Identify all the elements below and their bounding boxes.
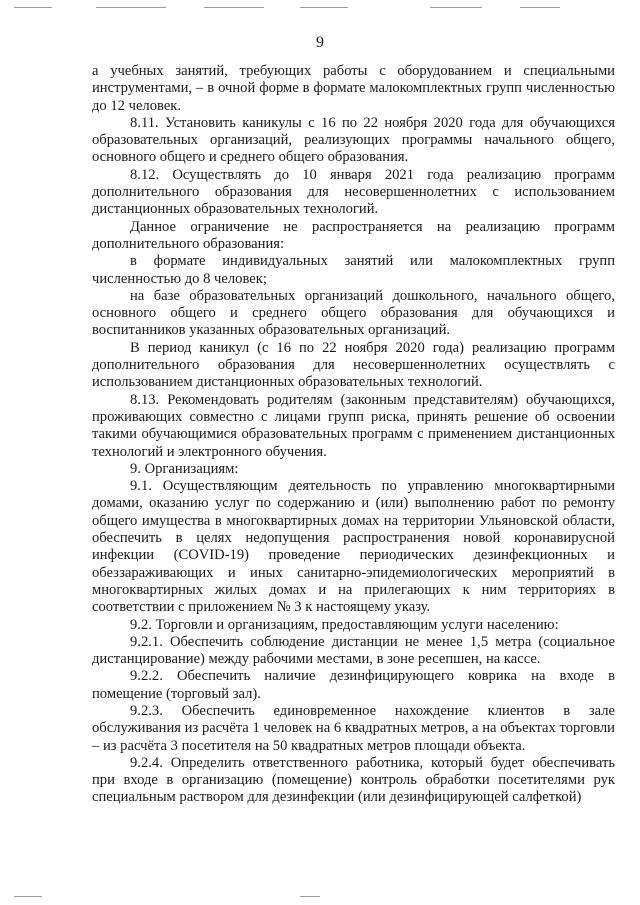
scan-artifact-line	[300, 7, 348, 8]
clause-8-12-exception-item-2: на базе образовательных организаций дошкольного, начального общего, основного общего и среднего общего образования для обучающихся и воспитанников указанных образовательных организаций.	[92, 287, 615, 339]
clause-9-2-4: 9.2.4. Определить ответственного работника, который будет обеспечивать при входе в организацию (помещение) контроль обработки посетителями рук специальным раствором для дезинфекции (или дезинфицирующей салфеткой)	[92, 754, 615, 806]
clause-9-2-1: 9.2.1. Обеспечить соблюдение дистанции не менее 1,5 метра (социальное дистанцирование) между рабочими местами, в зоне ресепшен, на кассе.	[92, 633, 615, 668]
page-number: 9	[316, 34, 324, 51]
scan-artifact-line	[520, 7, 560, 8]
clause-9-heading: 9. Организациям:	[130, 460, 239, 477]
scan-artifact-line	[14, 7, 52, 8]
clause-8-12-holidays: В период каникул (с 16 по 22 ноября 2020 года) реализацию программ дополнительного образования для несовершеннолетних осуществлять с использованием дистанционных образовательных технологий.	[92, 339, 615, 391]
clause-9-2: 9.2. Торговли и организациям, предоставляющим услуги населению:	[130, 616, 559, 633]
scan-artifact-line	[300, 896, 320, 897]
clause-8-12: 8.12. Осуществлять до 10 января 2021 года реализацию программ дополнительного образования для несовершеннолетних с использованием дистанционных образовательных технологий.	[92, 166, 615, 218]
clause-8-13: 8.13. Рекомендовать родителям (законным представителям) обучающихся, проживающих совместно с лицами групп риска, принять решение об освоении такими обучающимися образовательных программ с применением дистанционных технологий и электронного обучения.	[92, 391, 615, 460]
clause-8-11: 8.11. Установить каникулы с 16 по 22 ноября 2020 года для обучающихся образовательных организаций, реализующих программы начального общего, основного общего и среднего общего образования.	[92, 114, 615, 166]
scan-artifact-line	[430, 7, 482, 8]
clause-9-2-2: 9.2.2. Обеспечить наличие дезинфицирующего коврика на входе в помещение (торговый зал).	[92, 668, 615, 702]
clause-9-1: 9.1. Осуществляющим деятельность по управлению многоквартирными домами, оказанию услуг по содержанию и (или) выполнению работ по ремонту общего имущества в многоквартирных домах на территории Ульяновской области, обеспечить в целях недопущения распространения новой коронавирусной инфекции (COVID-19) проведение периодических дезинфекционных и обеззараживающих и иных санитарно-эпидемиологических мероприятий в многоквартирных жилых домах и на прилегающих к ним территориях в соответствии с приложением № 3 к настоящему указу.	[92, 478, 615, 616]
clause-8-12-exception-item-1: в формате индивидуальных занятий или малокомплектных групп численностью до 8 человек;	[92, 253, 615, 287]
scan-artifact-line	[204, 7, 264, 8]
document-body	[92, 63, 615, 807]
scan-artifact-line	[14, 896, 42, 897]
scan-artifact-line	[96, 7, 166, 8]
clause-9-2-3: 9.2.3. Обеспечить единовременное нахождение клиентов в зале обслуживания из расчёта 1 человек на 6 квадратных метров, а на объектах торговли – из расчёта 3 посетителя на 50 квадратных метров площади объекта.	[92, 702, 615, 754]
clause-8-12-exception: Данное ограничение не распространяется на реализацию программ дополнительного образования:	[92, 218, 615, 252]
paragraph-continuation: а учебных занятий, требующих работы с оборудованием и специальными инструментами, – в очной форме в формате малокомплектных групп численностью до 12 человек.	[92, 63, 615, 114]
